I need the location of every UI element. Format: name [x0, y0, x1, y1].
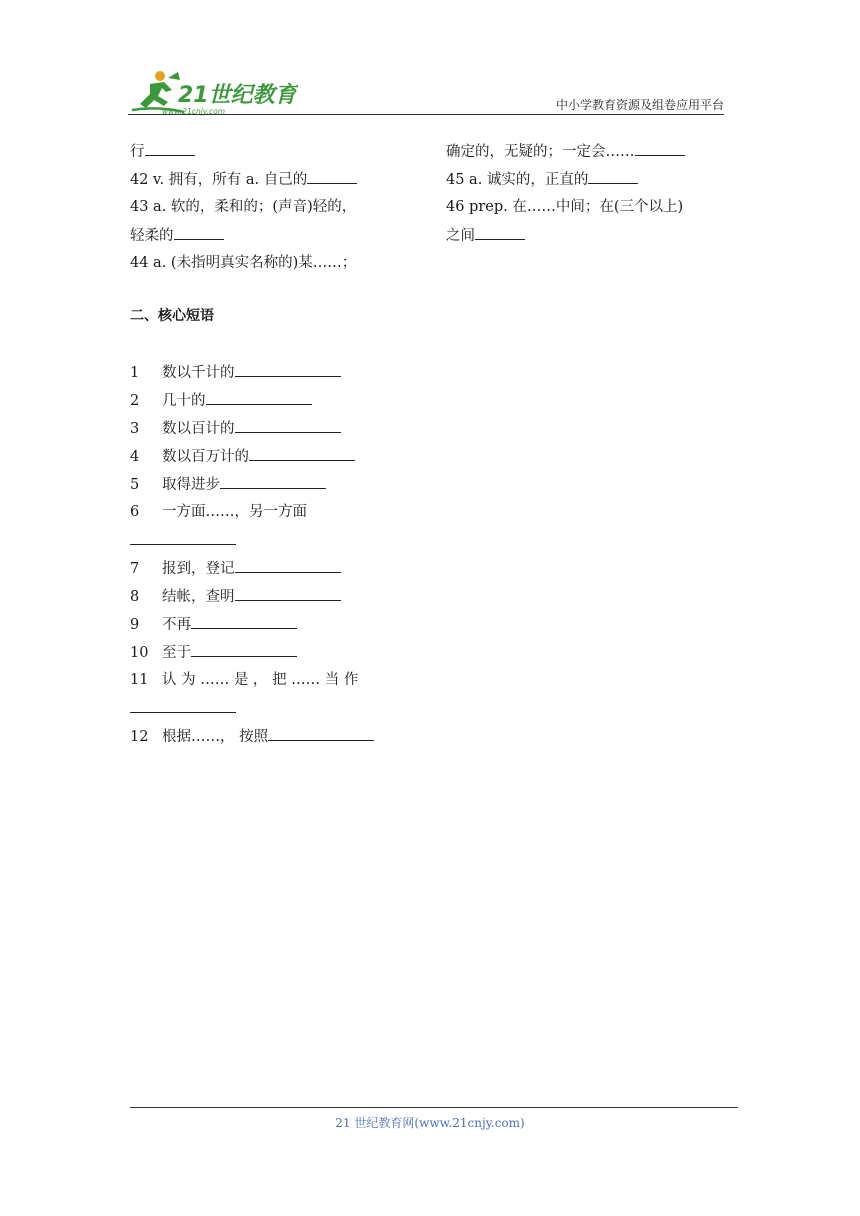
answer-blank[interactable]	[475, 225, 525, 240]
answer-blank[interactable]	[191, 642, 297, 657]
footer-text: 21 世纪教育网(www.21cnjy.com)	[335, 1116, 525, 1130]
phrase-item: 2 几十的	[130, 390, 312, 411]
answer-blank[interactable]	[145, 141, 195, 156]
phrase-item: 12 根据……， 按照	[130, 726, 374, 747]
vocab-left-line: 44 a. (未指明真实名称的)某……；	[130, 255, 357, 271]
answer-blank[interactable]	[206, 390, 312, 405]
phrase-item: 10 至于	[130, 642, 297, 663]
answer-blank[interactable]	[191, 614, 297, 629]
phrase-item: 4 数以百万计的	[130, 446, 355, 467]
header-divider	[128, 114, 724, 115]
footer-divider	[130, 1107, 738, 1108]
logo-url: www.21cnjy.com	[162, 107, 226, 116]
logo-text: 21世纪教育	[178, 83, 297, 108]
page-header	[128, 64, 724, 116]
answer-blank[interactable]	[235, 558, 341, 573]
answer-blank[interactable]	[249, 446, 355, 461]
phrase-item-continuation	[130, 698, 236, 719]
logo	[128, 68, 298, 116]
answer-blank[interactable]	[588, 169, 638, 184]
answer-blank[interactable]	[130, 698, 236, 713]
phrase-item: 6 一方面……，另一方面	[130, 504, 307, 520]
answer-blank[interactable]	[307, 169, 357, 184]
vocab-left-line: 行	[130, 141, 195, 162]
vocab-right-line: 之间	[446, 225, 525, 246]
phrase-item: 8 结帐，查明	[130, 586, 341, 607]
answer-blank[interactable]	[268, 726, 374, 741]
vocab-right-line: 确定的，无疑的；一定会……	[446, 141, 685, 162]
answer-blank[interactable]	[635, 141, 685, 156]
vocab-right-line: 45 a. 诚实的，正直的	[446, 169, 638, 190]
answer-blank[interactable]	[174, 225, 224, 240]
phrase-item: 11 认 为 …… 是 ， 把 …… 当 作	[130, 672, 359, 688]
section-title: 二、核心短语	[130, 308, 214, 324]
phrase-item: 9 不再	[130, 614, 297, 635]
phrase-item: 1 数以千计的	[130, 362, 341, 383]
vocab-left-line: 42 v. 拥有，所有 a. 自己的	[130, 169, 357, 190]
answer-blank[interactable]	[130, 530, 236, 545]
phrase-item-continuation	[130, 530, 236, 551]
answer-blank[interactable]	[235, 586, 341, 601]
phrase-item: 5 取得进步	[130, 474, 326, 495]
vocab-left-line: 轻柔的	[130, 225, 224, 246]
answer-blank[interactable]	[235, 418, 341, 433]
phrase-item: 3 数以百计的	[130, 418, 341, 439]
answer-blank[interactable]	[235, 362, 341, 377]
platform-name: 中小学教育资源及组卷应用平台	[555, 98, 724, 112]
phrase-item: 7 报到，登记	[130, 558, 341, 579]
vocab-left-line: 43 a. 软的，柔和的；(声音)轻的，	[130, 199, 357, 215]
vocab-right-line: 46 prep. 在……中间；在(三个以上)	[446, 199, 684, 215]
answer-blank[interactable]	[220, 474, 326, 489]
